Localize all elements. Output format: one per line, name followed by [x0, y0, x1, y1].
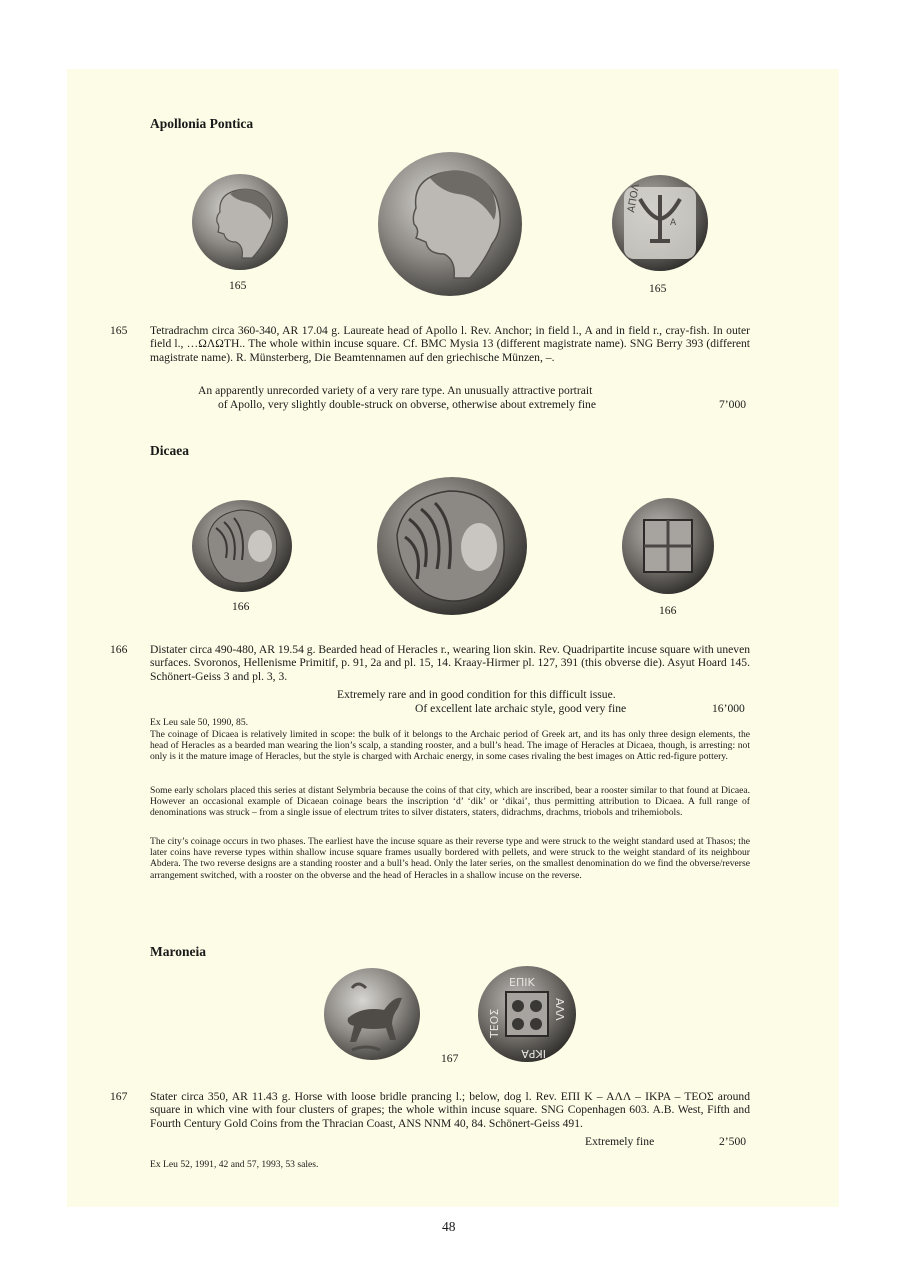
- lot-estimate-165: 7’000: [719, 398, 747, 411]
- lot-provenance-166: Ex Leu sale 50, 1990, 85.: [150, 717, 249, 728]
- note-paragraph: The coinage of Dicaea is relatively limited in scope: the bulk of it belongs to the Archaic period of Greek art, and its has only three design elements, the head of Heracles as a bearded man wearing the lion’s scalp, a standing rooster, and a bull’s head. The image of Heracles at Dicaea, though, is arresting: not only is it the mature image of Heracles, but the style is charged with Archaic energy, in some cases rivaling the best images on Attic red-figure pottery.: [150, 729, 750, 763]
- coin-166-obverse-small: [190, 498, 294, 594]
- lot-description-165: Tetradrachm circa 360-340, AR 17.04 g. Laureate head of Apollo l. Rev. Anchor; in field l., A and in field r., cray-fish. In outer field l., …ΩΛΩΤΗ.. The whole within incuse square. Cf. BMC Mysia 13 (different magistrate name). SNG Berry 393 (different magistrate name). R. Münsterberg, Die Beamtennamen auf den griechische Münzen, –.: [150, 324, 750, 364]
- lot-number-167: 167: [110, 1090, 128, 1103]
- note-paragraph: Some early scholars placed this series at distant Selymbria because the coins of that city, which are inscribed, bear a rooster similar to that found at Dicaea. However an occasional example of Dicaean coinage bears the inscription ‘d’ ‘dik’ or ‘dikai’, thus permitting attribution to Dicaea. A full range of denominations was struck – from a single issue of electrum trites to silver distaters, staters, didrachms, drachms, triobols and trihemiobols.: [150, 785, 750, 819]
- coin-165-obverse-enlarged: [376, 150, 524, 298]
- lot-remark-166-line1: Extremely rare and in good condition for this difficult issue.: [337, 688, 616, 701]
- coin-166-obverse-enlarged: [375, 475, 529, 617]
- coin-167-reverse-vine: [476, 964, 578, 1064]
- coin-caption: 166: [659, 604, 677, 617]
- vine-coin-legend-bottom: ΙΚΡΑ: [521, 1047, 546, 1060]
- lot-description-166: Distater circa 490-480, AR 19.54 g. Bearded head of Heracles r., wearing lion skin. Rev. Quadripartite incuse square with uneven surfaces. Svoronos, Hellenisme Primitif, p. 91, 2a and pl. 15, 14. Kraay-Hirmer pl. 127, 391 (this obverse die). Asyut Hoard 145. Schönert-Geiss 3 and pl. 3, 3.: [150, 643, 751, 683]
- lot-number-165: 165: [110, 324, 128, 337]
- coin-165-reverse-anchor: [610, 173, 710, 273]
- note-paragraph: The city’s coinage occurs in two phases. The earliest have the incuse square as their reverse type and were struck to the weight standard used at Thasos; the later coins have reverse types within shallow incuse square frames usually bordered with pellets, and were struck to the weight standard of its neighbour Abdera. The two reverse designs are a standing rooster and a bull’s head. Only the later series, on the smallest denomination do we find the obverse/reverse arrangement switched, with a rooster on the obverse and the head of Heracles in a shallow incuse on the reverse.: [150, 836, 750, 881]
- lot-estimate-167: 2’500: [719, 1135, 747, 1148]
- coin-166-reverse-incuse: [620, 496, 716, 596]
- lot-remark-166-line2: Of excellent late archaic style, good very fine: [415, 702, 627, 715]
- anchor-field-letter: Α: [670, 218, 677, 228]
- page-number: 48: [442, 1219, 456, 1234]
- lot-remark-165-line2: of Apollo, very slightly double-struck on obverse, otherwise about extremely fine: [218, 398, 596, 411]
- section-heading-apollonia: Apollonia Pontica: [150, 116, 254, 131]
- lot-provenance-167: Ex Leu 52, 1991, 42 and 57, 1993, 53 sales.: [150, 1159, 319, 1170]
- coin-caption: 166: [232, 600, 250, 613]
- lot-remark-167: Extremely fine: [585, 1135, 655, 1148]
- lot-estimate-166: 16’000: [712, 702, 745, 715]
- section-heading-maroneia: Maroneia: [150, 944, 206, 959]
- vine-coin-legend-right: ΑΛΛ: [553, 998, 566, 1021]
- vine-coin-legend-left: ΤΕΟΣ: [488, 1008, 501, 1038]
- anchor-coin-legend: ΑΠΟΛ: [626, 182, 643, 214]
- lot-number-166: 166: [110, 643, 128, 656]
- coin-caption: 165: [229, 279, 247, 292]
- section-heading-dicaea: Dicaea: [150, 443, 189, 458]
- coin-165-obverse-small: [190, 172, 290, 272]
- lot-description-167: Stater circa 350, AR 11.43 g. Horse with loose bridle prancing l.; below, dog l. Rev. ΕΠΙ Κ – ΑΛΛ – ΙΚΡΑ – ΤΕΟΣ around square in which vine with four clusters of grapes; the whole within incuse square. SNG Copenhagen 603. A.B. West, Fifth and Fourth Century Gold Coins from the Thracian Coast, ANS NNM 40, 84. Schönert-Geiss 491.: [150, 1090, 750, 1130]
- coin-caption: 167: [441, 1052, 459, 1065]
- vine-coin-legend-top: ΕΠΙΚ: [509, 976, 535, 989]
- coin-caption: 165: [649, 282, 667, 295]
- lot-remark-165-line1: An apparently unrecorded variety of a very rare type. An unusually attractive portrait: [198, 384, 593, 397]
- coin-167-obverse-horse: [322, 966, 422, 1062]
